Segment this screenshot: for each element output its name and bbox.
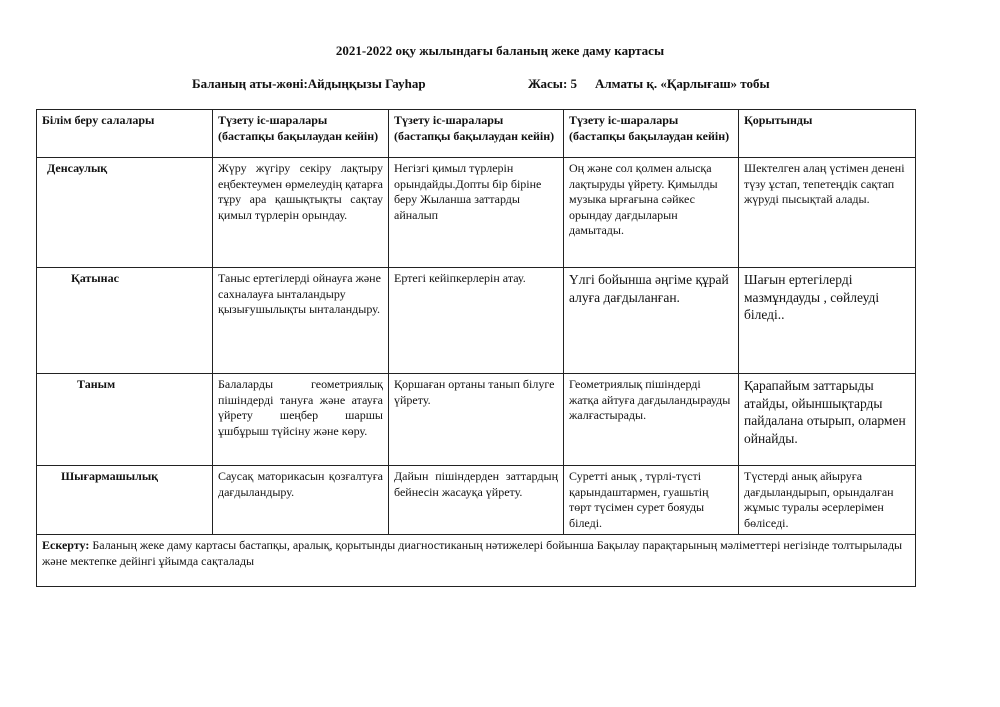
header-correction-2: Түзету іс-шаралары (бастапқы бақылаудан кейін) [389, 110, 564, 158]
table-cell: Шектелген алаң үстімен денені түзу ұстап, тепетеңдік сақтап жүруді пысықтай алады. [739, 158, 916, 268]
document-title: 2021-2022 оқу жылындағы баланың жеке даму картасы [335, 43, 665, 58]
area-cell: Таным [37, 374, 213, 466]
note-cell [37, 535, 916, 587]
table-cell: Таныс ертегілерді ойнауға және сахналауға ынталандыру қызығушылықты ынталандыру. [213, 268, 389, 374]
development-card-table [36, 109, 916, 587]
table-header-row [37, 110, 916, 158]
table-row [37, 374, 916, 466]
table-cell: Суретті анық , түрлі-түсті қарындаштармен, гуашьтің төрт түсімен сурет бояуды біледі. [564, 466, 739, 535]
area-cell: Қатынас [37, 268, 213, 374]
table-cell: Қарапайым заттарыды атайды, ойыншықтарды пайдалана отырып, олармен ойнайды. [739, 374, 916, 466]
header-conclusion: Қорытынды [739, 110, 916, 158]
child-name: Баланың аты-жөні:Айдыңқызы Гауһар [192, 76, 426, 91]
area-cell: Шығармашылық [37, 466, 213, 535]
table-cell: Түстерді анық айыруға дағдыландырып, орындалған жұмыс туралы әсерлерімен бөліседі. [739, 466, 916, 535]
note-row [37, 535, 916, 587]
table-cell: Саусақ маторикасын қозғалтуға дағдыландыру. [213, 466, 389, 535]
table-cell: Қоршаған ортаны танып білуге үйрету. [389, 374, 564, 466]
table-cell: Жүру жүгіру секіру лақтыру еңбектеумен өрмелеудің қатарға тұру ара қашықтықты сақтау қимыл түрлерін орындау. [213, 158, 389, 268]
area-cell: Денсаулық [37, 158, 213, 268]
table-row [37, 466, 916, 535]
table-cell: Шағын ертегілерді мазмұндауды , сөйлеуді біледі.. [739, 268, 916, 374]
table-cell: Ертегі кейіпкерлерін атау. [389, 268, 564, 374]
note-label: Ескерту: [42, 538, 90, 553]
table-row [37, 158, 916, 268]
child-age: Жасы: 5 [528, 76, 578, 91]
table-cell: Дайын пішіндерден заттардың бейнесін жасауқа үйрету. [389, 466, 564, 535]
table-row [37, 268, 916, 374]
table-cell: Оң және сол қолмен алысқа лақтыруды үйрету. Қимылды музыка ырғағына сәйкес орындау дағдыларын дамытады. [564, 158, 739, 268]
table-cell: Үлгі бойынша әңгіме құрай алуға дағдыланған. [564, 268, 739, 374]
header-correction-3: Түзету іс-шаралары (бастапқы бақылаудан кейін) [564, 110, 739, 158]
table-cell: Геометриялық пішіндерді жатқа айтуға дағдыландырауды жалғастырады. [564, 374, 739, 466]
table-cell: Балаларды геометриялық пішіндерді тануға және атауға үйрету шеңбер шаршы ұшбұрыш түйсіну және көру. [213, 374, 389, 466]
note-text: Баланың жеке даму картасы бастапқы, аралық, қорытынды диагностиканың нәтижелері бойынша Бақылау парақтарының мәліметтері негізінде толтырылады және мектепке дейінгі ұйымда сақталады [42, 538, 903, 568]
child-group: Алматы қ. «Қарлығаш» тобы [595, 76, 770, 91]
table-cell: Негізгі қимыл түрлерін орындайды.Допты бір біріне беру Жыланша заттарды айналып [389, 158, 564, 268]
header-education-areas: Білім беру салалары [37, 110, 213, 158]
header-correction-1: Түзету іс-шаралары (бастапқы бақылаудан кейін) [213, 110, 389, 158]
